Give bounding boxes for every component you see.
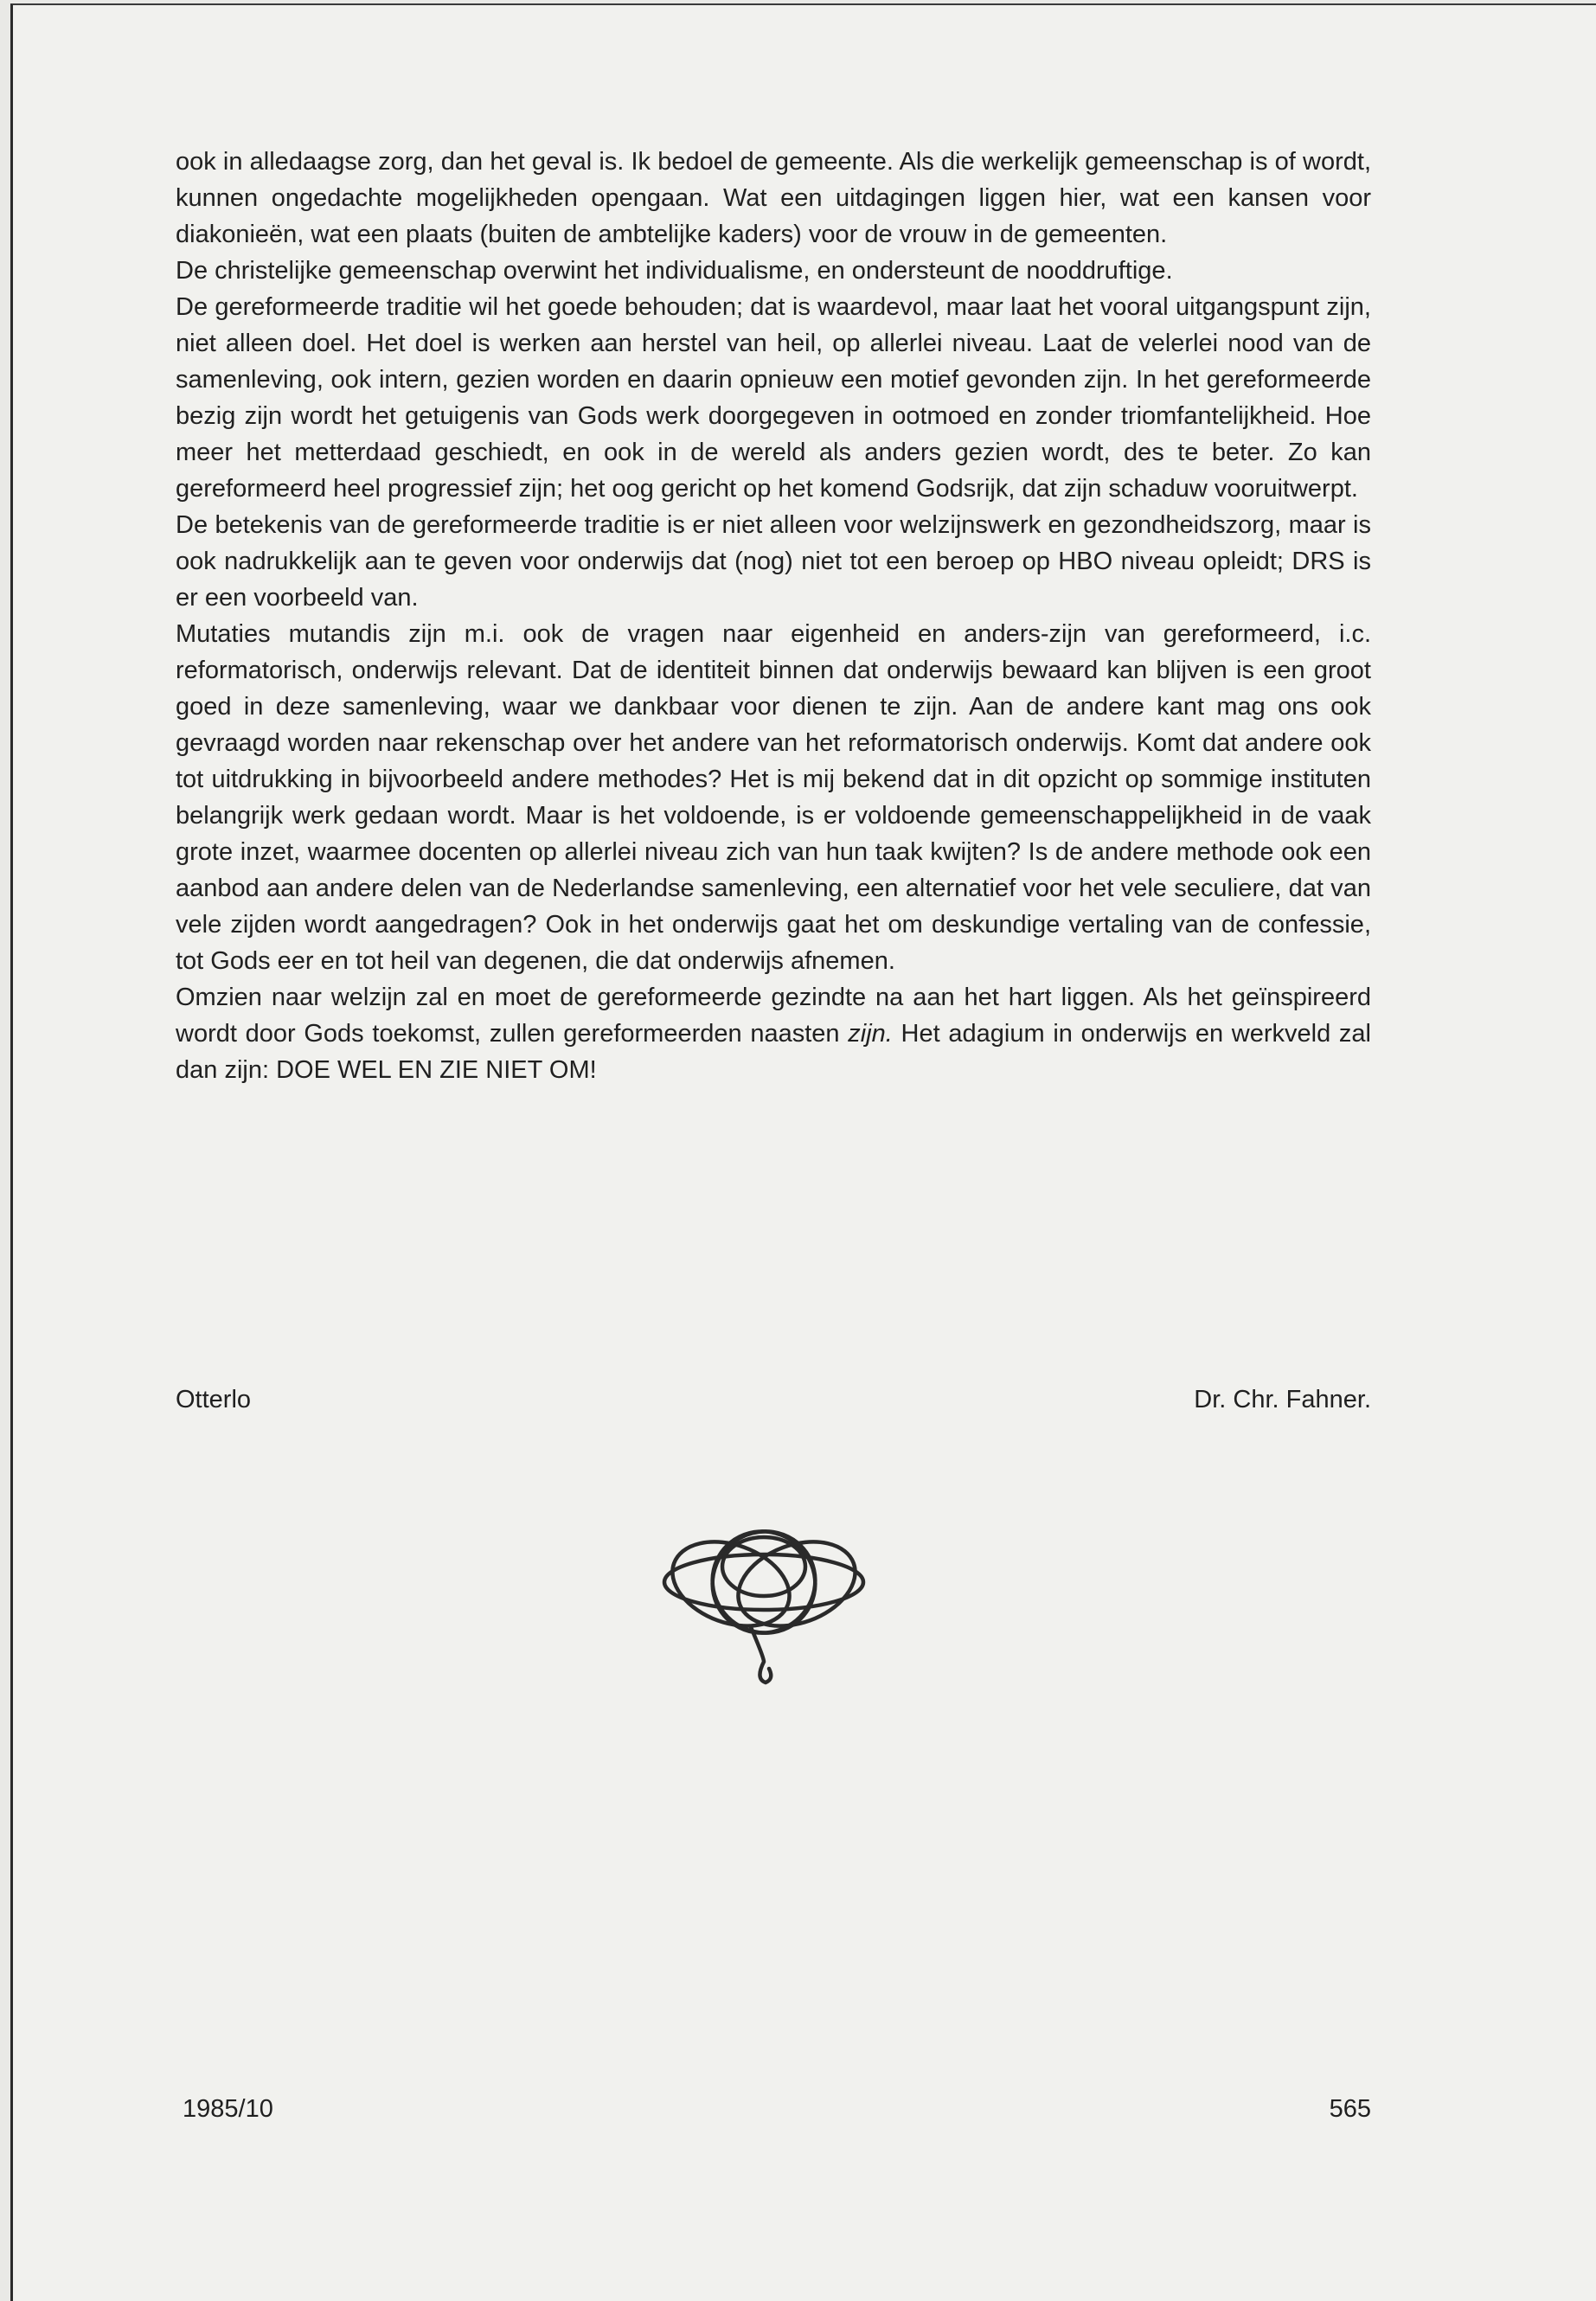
paragraph: De gereformeerde traditie wil het goede behouden; dat is waardevol, maar laat het vooral uitgangspunt zijn, niet alleen doel. Het doel is werken aan herstel van heil, op allerlei niveau. Laat de velerlei nood van de samenleving, ook intern, gezien worden en daarin opnieuw een motief gevonden zijn. In het gereformeerde bezig zijn wordt het getuigenis van Gods werk doorgegeven in ootmoed en zonder triomfantelijkheid. Hoe meer het metterdaad geschiedt, en ook in de wereld als anders gezien wordt, des te beter. Zo kan gereformeerd heel progressief zijn; het oog gericht op het komend Godsrijk, dat zijn schaduw vooruitwerpt. <box>176 293 1371 503</box>
paragraph: ook in alledaagse zorg, dan het geval is. Ik bedoel de gemeente. Als die werkelijk gemeenschap is of wordt, kunnen ongedachte mogelijkheden opengaan. Wat een uitdagingen liggen hier, wat een kansen voor diakonieën, wat een plaats (buiten de ambtelijke kaders) voor de vrouw in de gemeenten. <box>176 148 1371 248</box>
knot-ornament-icon <box>634 1506 894 1688</box>
signature-author: Dr. Chr. Fahner. <box>1194 1386 1371 1413</box>
closing-emphasis: zijn. <box>848 1020 893 1048</box>
signature-place: Otterlo <box>176 1386 252 1413</box>
page-number: 565 <box>1329 2095 1371 2123</box>
paragraph: De betekenis van de gereformeerde traditie is er niet alleen voor welzijnswerk en gezondheidszorg, maar is ook nadrukkelijk aan te geven voor onderwijs dat (nog) niet tot een beroep op HBO niveau opleidt; DRS is er een voorbeeld van. <box>176 511 1371 612</box>
closing-paragraph <box>176 979 1371 1088</box>
document-page <box>10 3 1596 2301</box>
closing-text: Omzien naar welzijn zal en moet de gereformeerde gezindte na aan het hart liggen. Als het geïnspireerd wordt door Gods toekomst, zullen gereformeerden naasten <box>176 984 1371 1048</box>
article-body <box>176 144 1371 1088</box>
paragraph: Mutaties mutandis zijn m.i. ook de vragen naar eigenheid en anders-zijn van gereformeerd, i.c. reformatorisch, onderwijs relevant. Dat de identiteit binnen dat onderwijs bewaard kan blijven is een groot goed in deze samenleving, waar we dankbaar voor dienen te zijn. Aan de andere kant mag ons ook gevraagd worden naar rekenschap over het andere van het reformatorisch onderwijs. Komt dat andere ook tot uitdrukking in bijvoorbeeld andere methodes? Het is mij bekend dat in dit opzicht op sommige instituten belangrijk werk gedaan wordt. Maar is het voldoende, is er voldoende gemeenschappelijkheid in de vaak grote inzet, waarmee docenten op allerlei niveau zich van hun taak kwijten? Is de andere methode ook een aanbod aan andere delen van de Nederlandse samenleving, een alternatief voor het vele seculiere, dat van vele zijden wordt aangedragen? Ook in het onderwijs gaat het om deskundige vertaling van de confessie, tot Gods eer en tot heil van degenen, die dat onderwijs afnemen. <box>176 620 1371 975</box>
paragraph: De christelijke gemeenschap overwint het individualisme, en ondersteunt de nooddruftige. <box>176 257 1173 285</box>
closing-text-end: Het adagium in onderwijs en werkveld zal dan zijn: DOE WEL EN ZIE NIET OM! <box>176 1020 1371 1084</box>
issue-number: 1985/10 <box>183 2095 273 2123</box>
